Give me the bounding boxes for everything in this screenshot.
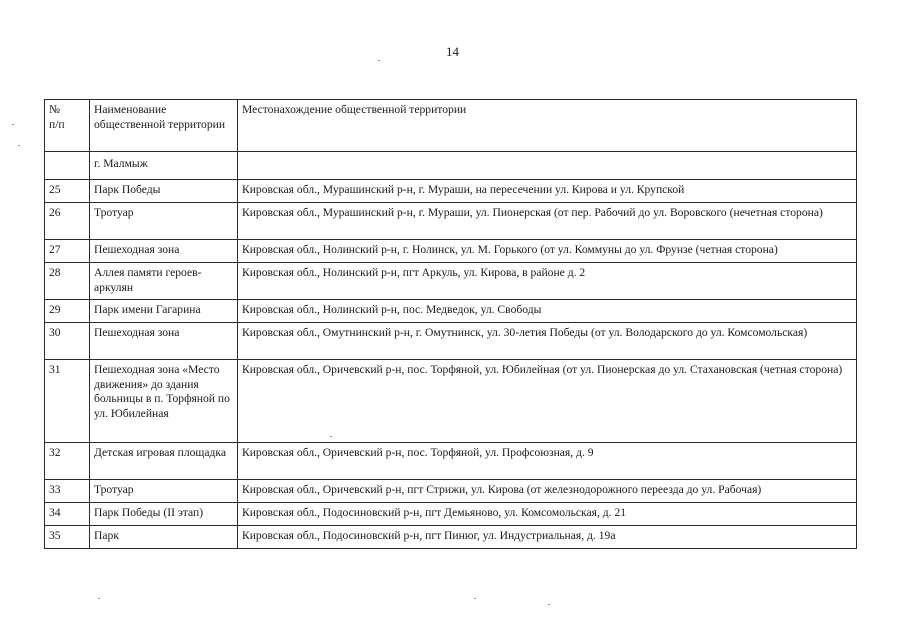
row-number: 35 [45, 526, 90, 549]
row-location: Кировская обл., Нолинский р-н, г. Нолинск, ул. М. Горького (от ул. Коммуны до ул. Фрунзе (четная сторона) [238, 240, 857, 263]
row-name: Парк Победы [90, 180, 238, 203]
row-location: Кировская обл., Нолинский р-н, пос. Медведок, ул. Свободы [238, 300, 857, 323]
row-number: 25 [45, 180, 90, 203]
row-name: Парк [90, 526, 238, 549]
row-name: Парк Победы (II этап) [90, 503, 238, 526]
table-row [45, 203, 857, 240]
table-row [45, 240, 857, 263]
scan-speck [18, 145, 20, 146]
row-number: 30 [45, 323, 90, 360]
scan-speck [98, 598, 100, 599]
scan-speck [548, 604, 550, 605]
row-location: Кировская обл., Нолинский р-н, пгт Аркуль, ул. Кирова, в районе д. 2 [238, 263, 857, 300]
scan-speck [378, 60, 380, 61]
table-row [45, 480, 857, 503]
row-name: Парк имени Гагарина [90, 300, 238, 323]
city-name-cell: г. Малмыж [90, 152, 238, 180]
row-name: Аллея памяти героев-аркулян [90, 263, 238, 300]
row-number: 28 [45, 263, 90, 300]
row-number: 34 [45, 503, 90, 526]
page-number: 14 [446, 44, 459, 59]
row-number: 27 [45, 240, 90, 263]
header-number: № п/п [45, 100, 90, 152]
table-row [45, 323, 857, 360]
row-location: Кировская обл., Мурашинский р-н, г. Мураши, на пересечении ул. Кирова и ул. Крупской [238, 180, 857, 203]
row-name: Пешеходная зона [90, 240, 238, 263]
city-location-cell [238, 152, 857, 180]
header-name: Наименование общественной территории [90, 100, 238, 152]
table-row [45, 180, 857, 203]
row-number: 29 [45, 300, 90, 323]
city-num-cell [45, 152, 90, 180]
row-number: 32 [45, 443, 90, 480]
row-number: 31 [45, 360, 90, 443]
row-location: Кировская обл., Подосиновский р-н, пгт Демьяново, ул. Комсомольская, д. 21 [238, 503, 857, 526]
table-row [45, 443, 857, 480]
city-group-row [45, 152, 857, 180]
scan-speck [330, 436, 332, 437]
row-location: Кировская обл., Омутнинский р-н, г. Омутнинск, ул. 30-летия Победы (от ул. Володарского до ул. Комсомольская) [238, 323, 857, 360]
row-location: Кировская обл., Оричевский р-н, пос. Торфяной, ул. Юбилейная (от ул. Пионерская до ул. Стахановская (четная сторона) [238, 360, 857, 443]
table-header-row [45, 100, 857, 152]
table-row [45, 263, 857, 300]
table-row [45, 360, 857, 443]
row-name: Тротуар [90, 480, 238, 503]
row-location: Кировская обл., Мурашинский р-н, г. Мураши, ул. Пионерская (от пер. Рабочий до ул. Воровского (нечетная сторона) [238, 203, 857, 240]
territory-table [44, 99, 857, 549]
header-location: Местонахождение общественной территории [238, 100, 857, 152]
row-location: Кировская обл., Оричевский р-н, пгт Стрижи, ул. Кирова (от железнодорожного переезда до ул. Рабочая) [238, 480, 857, 503]
scan-speck [12, 124, 14, 125]
row-name: Детская игровая площадка [90, 443, 238, 480]
table-row [45, 526, 857, 549]
row-name: Пешеходная зона «Место движения» до здания больницы в п. Торфяной по ул. Юбилейная [90, 360, 238, 443]
row-number: 33 [45, 480, 90, 503]
table-row [45, 503, 857, 526]
row-name: Тротуар [90, 203, 238, 240]
row-location: Кировская обл., Подосиновский р-н, пгт Пинюг, ул. Индустриальная, д. 19а [238, 526, 857, 549]
row-location: Кировская обл., Оричевский р-н, пос. Торфяной, ул. Профсоюзная, д. 9 [238, 443, 857, 480]
table-row [45, 300, 857, 323]
row-number: 26 [45, 203, 90, 240]
scan-speck [474, 598, 476, 599]
row-name: Пешеходная зона [90, 323, 238, 360]
